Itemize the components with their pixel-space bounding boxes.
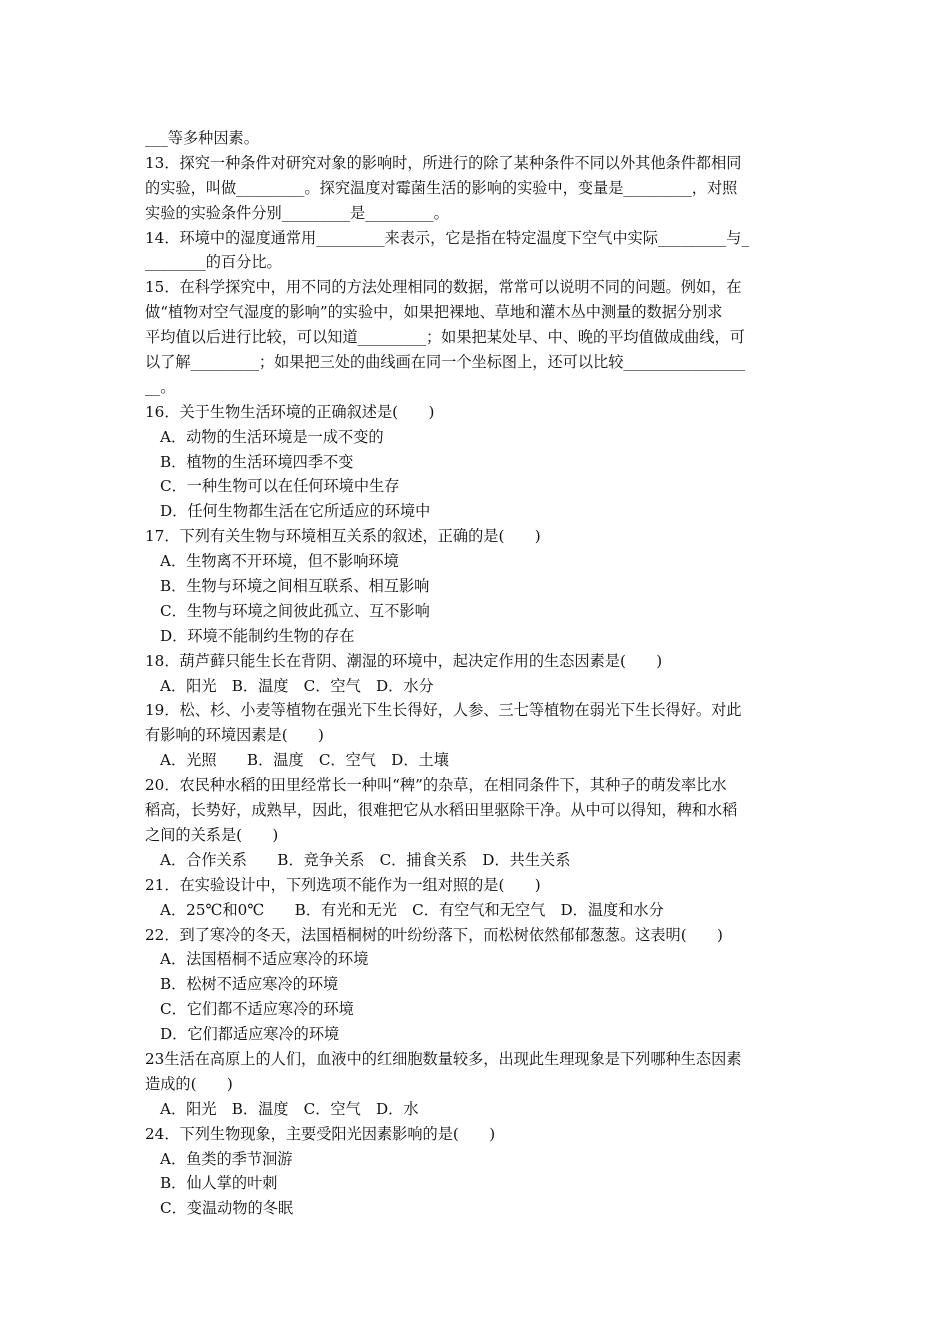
- text-line: ________的百分比。: [145, 253, 282, 272]
- document-body: [145, 126, 810, 1221]
- answer-option-line: B．植物的生活环境四季不变: [160, 452, 354, 471]
- text-line: 以了解_________；如果把三处的曲线画在同一个坐标图上，还可以比较________________: [145, 353, 745, 372]
- text-line: 平均值以后进行比较，可以知道_________；如果把某处早、中、晚的平均值做成曲线，可: [145, 328, 745, 347]
- answer-option-line: A．25℃和0℃ B．有光和无光 C．有空气和无空气 D．温度和水分: [160, 900, 664, 919]
- answer-option-line: B．生物与环境之间相互联系、相互影响: [160, 577, 430, 596]
- answer-option-line: A．法国梧桐不适应寒冷的环境: [160, 950, 369, 969]
- text-line: 22．到了寒冷的冬天，法国梧桐树的叶纷纷落下，而松树依然郁郁葱葱。这表明( ): [145, 925, 723, 944]
- text-line: 16．关于生物生活环境的正确叙述是( ): [145, 402, 435, 421]
- text-line: 17．下列有关生物与环境相互关系的叙述，正确的是( ): [145, 527, 541, 546]
- text-line: 14．环境中的湿度通常用_________来表示，它是指在特定温度下空气中实际_________与_: [145, 228, 750, 247]
- text-line: 18．葫芦藓只能生长在背阴、潮湿的环境中，起决定作用的生态因素是( ): [145, 651, 663, 670]
- answer-option-line: C．生物与环境之间彼此孤立、互不影响: [160, 601, 430, 620]
- answer-option-line: A．阳光 B．温度 C．空气 D．水: [160, 1099, 419, 1118]
- text-line: 13．探究一种条件对研究对象的影响时，所进行的除了某种条件不同以外其他条件都相同: [145, 153, 742, 172]
- text-line: 23生活在高原上的人们，血液中的红细胞数量较多，出现此生理现象是下列哪种生态因素: [145, 1049, 742, 1068]
- answer-option-line: B．仙人掌的叶刺: [160, 1174, 278, 1193]
- answer-option-line: A．动物的生活环境是一成不变的: [160, 427, 384, 446]
- text-line: 20．农民种水稻的田里经常长一种叫“稗”的杂草，在相同条件下，其种子的萌发率比水: [145, 776, 727, 795]
- text-line: 的实验，叫做_________。探究温度对霉菌生活的影响的实验中，变量是_________，对照: [145, 178, 738, 197]
- answer-option-line: C．一种生物可以在任何环境中生存: [160, 477, 400, 496]
- answer-option-line: A．鱼类的季节洄游: [160, 1149, 293, 1168]
- text-line: __。: [145, 377, 176, 396]
- text-line: 之间的关系是( ): [145, 825, 279, 844]
- text-line: 实验的实验条件分别_________是_________。: [145, 203, 449, 222]
- text-line: 15．在科学探究中，用不同的方法处理相同的数据，常常可以说明不同的问题。例如，在: [145, 278, 742, 297]
- answer-option-line: B．松树不适应寒冷的环境: [160, 975, 339, 994]
- text-line: 做“植物对空气湿度的影响”的实验中，如果把裸地、草地和灌木丛中测量的数据分别求: [145, 303, 723, 322]
- text-line: 稻高，长势好，成熟早，因此，很难把它从水稻田里驱除干净。从中可以得知，稗和水稻: [145, 801, 738, 820]
- answer-option-line: A．生物离不开环境，但不影响环境: [160, 552, 399, 571]
- answer-option-line: C．变温动物的冬眠: [160, 1199, 294, 1218]
- answer-option-line: A．合作关系 B．竞争关系 C．捕食关系 D．共生关系: [160, 850, 571, 869]
- answer-option-line: D．任何生物都生活在它所适应的环境中: [160, 502, 431, 521]
- answer-option-line: A．光照 B．温度 C．空气 D．土壤: [160, 751, 449, 770]
- text-line: 24．下列生物现象，主要受阳光因素影响的是( ): [145, 1124, 496, 1143]
- answer-option-line: A．阳光 B．温度 C．空气 D．水分: [160, 676, 434, 695]
- answer-option-line: D．环境不能制约生物的存在: [160, 626, 355, 645]
- text-line: 造成的( ): [145, 1074, 233, 1093]
- answer-option-line: D．它们都适应寒冷的环境: [160, 1025, 340, 1044]
- answer-option-line: C．它们都不适应寒冷的环境: [160, 1000, 354, 1019]
- text-line: 有影响的环境因素是( ): [145, 726, 324, 745]
- text-line: 21．在实验设计中，下列选项不能作为一组对照的是( ): [145, 875, 541, 894]
- text-line: ___等多种因素。: [145, 129, 259, 147]
- text-line: 19．松、杉、小麦等植物在强光下生长得好，人参、三七等植物在弱光下生长得好。对此: [145, 701, 742, 720]
